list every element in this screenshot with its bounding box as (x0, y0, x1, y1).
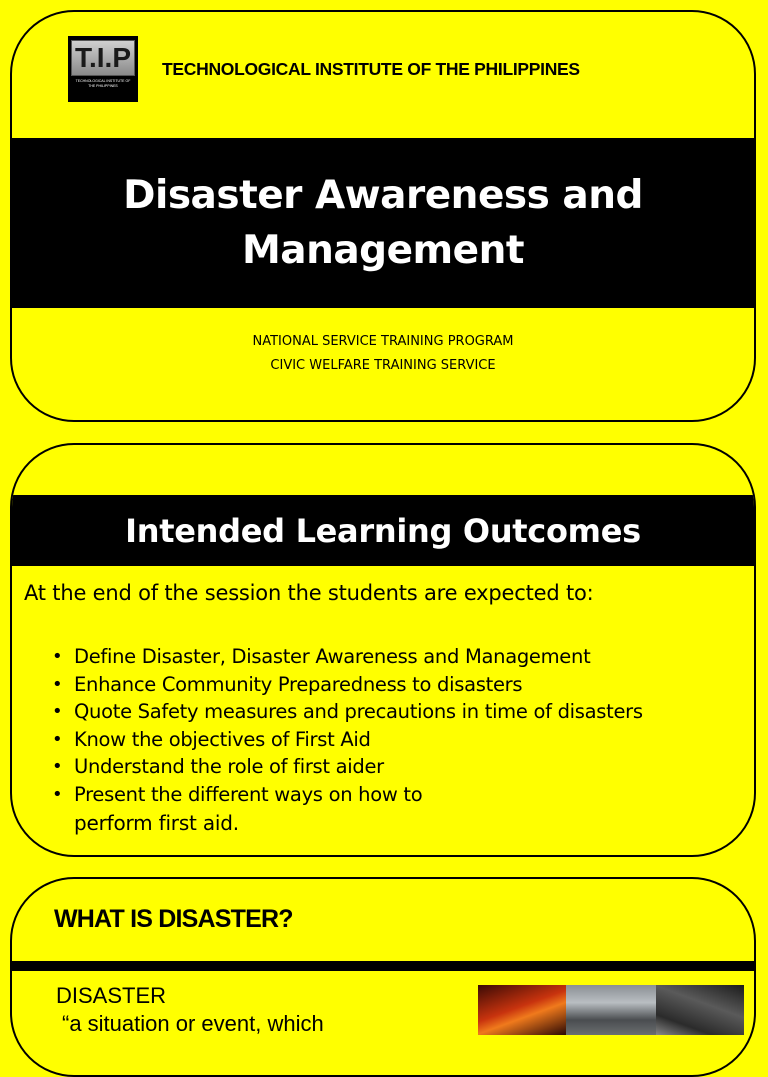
bullet-icon: • (52, 646, 63, 667)
bullet-icon: • (52, 728, 63, 750)
list-item (52, 698, 643, 726)
disaster-term: DISASTER (56, 983, 167, 1008)
slide-title (10, 10, 756, 422)
outcomes-list (52, 643, 643, 808)
tip-logo (68, 36, 138, 102)
list-item-continuation: perform first aid. (74, 811, 239, 835)
title-divider (12, 961, 754, 971)
list-item-text: Understand the role of first aider (74, 755, 384, 778)
list-item (52, 781, 643, 809)
list-item-text: Know the objectives of First Aid (74, 727, 371, 751)
list-item (52, 753, 643, 781)
institute-name: TECHNOLOGICAL INSTITUTE OF THE PHILIPPINES (162, 59, 580, 79)
flood-photo (566, 985, 656, 1035)
outcomes-band (12, 495, 754, 566)
disaster-definition: “a situation or event, which (62, 1011, 324, 1036)
list-item-text: Present the different ways on how to (74, 782, 423, 806)
list-item-text: Quote Safety measures and precautions in time of disasters (74, 700, 643, 723)
list-item-text: Enhance Community Preparedness to disasters (74, 672, 523, 696)
bullet-icon: • (52, 783, 63, 805)
what-is-disaster-title: WHAT IS DISASTER? (54, 905, 293, 933)
title-band (12, 138, 754, 308)
list-item (52, 671, 643, 699)
rubble-photo (656, 985, 744, 1035)
outcomes-intro: At the end of the session the students are expected to: (24, 581, 594, 605)
service-name: CIVIC WELFARE TRAINING SERVICE (270, 358, 496, 373)
list-item-text: Define Disaster, Disaster Awareness and Management (74, 645, 591, 668)
main-title-line1: Disaster Awareness and (123, 173, 643, 218)
program-name: NATIONAL SERVICE TRAINING PROGRAM (252, 334, 514, 349)
logo-subtext: TECHNOLOGICAL INSTITUTE OF THE PHILIPPINES (75, 79, 131, 88)
list-item (52, 726, 643, 754)
bullet-icon: • (52, 701, 63, 722)
main-title-line2: Management (241, 228, 525, 273)
fire-photo (478, 985, 566, 1035)
slide-what-is-disaster (10, 877, 756, 1077)
disaster-photos (478, 985, 744, 1035)
logo-letters: T.I.P (71, 40, 135, 76)
slide-learning-outcomes (10, 443, 756, 857)
bullet-icon: • (52, 756, 63, 777)
outcomes-title: Intended Learning Outcomes (125, 511, 641, 550)
main-title (123, 168, 643, 278)
bullet-icon: • (52, 673, 63, 695)
list-item (52, 643, 643, 671)
